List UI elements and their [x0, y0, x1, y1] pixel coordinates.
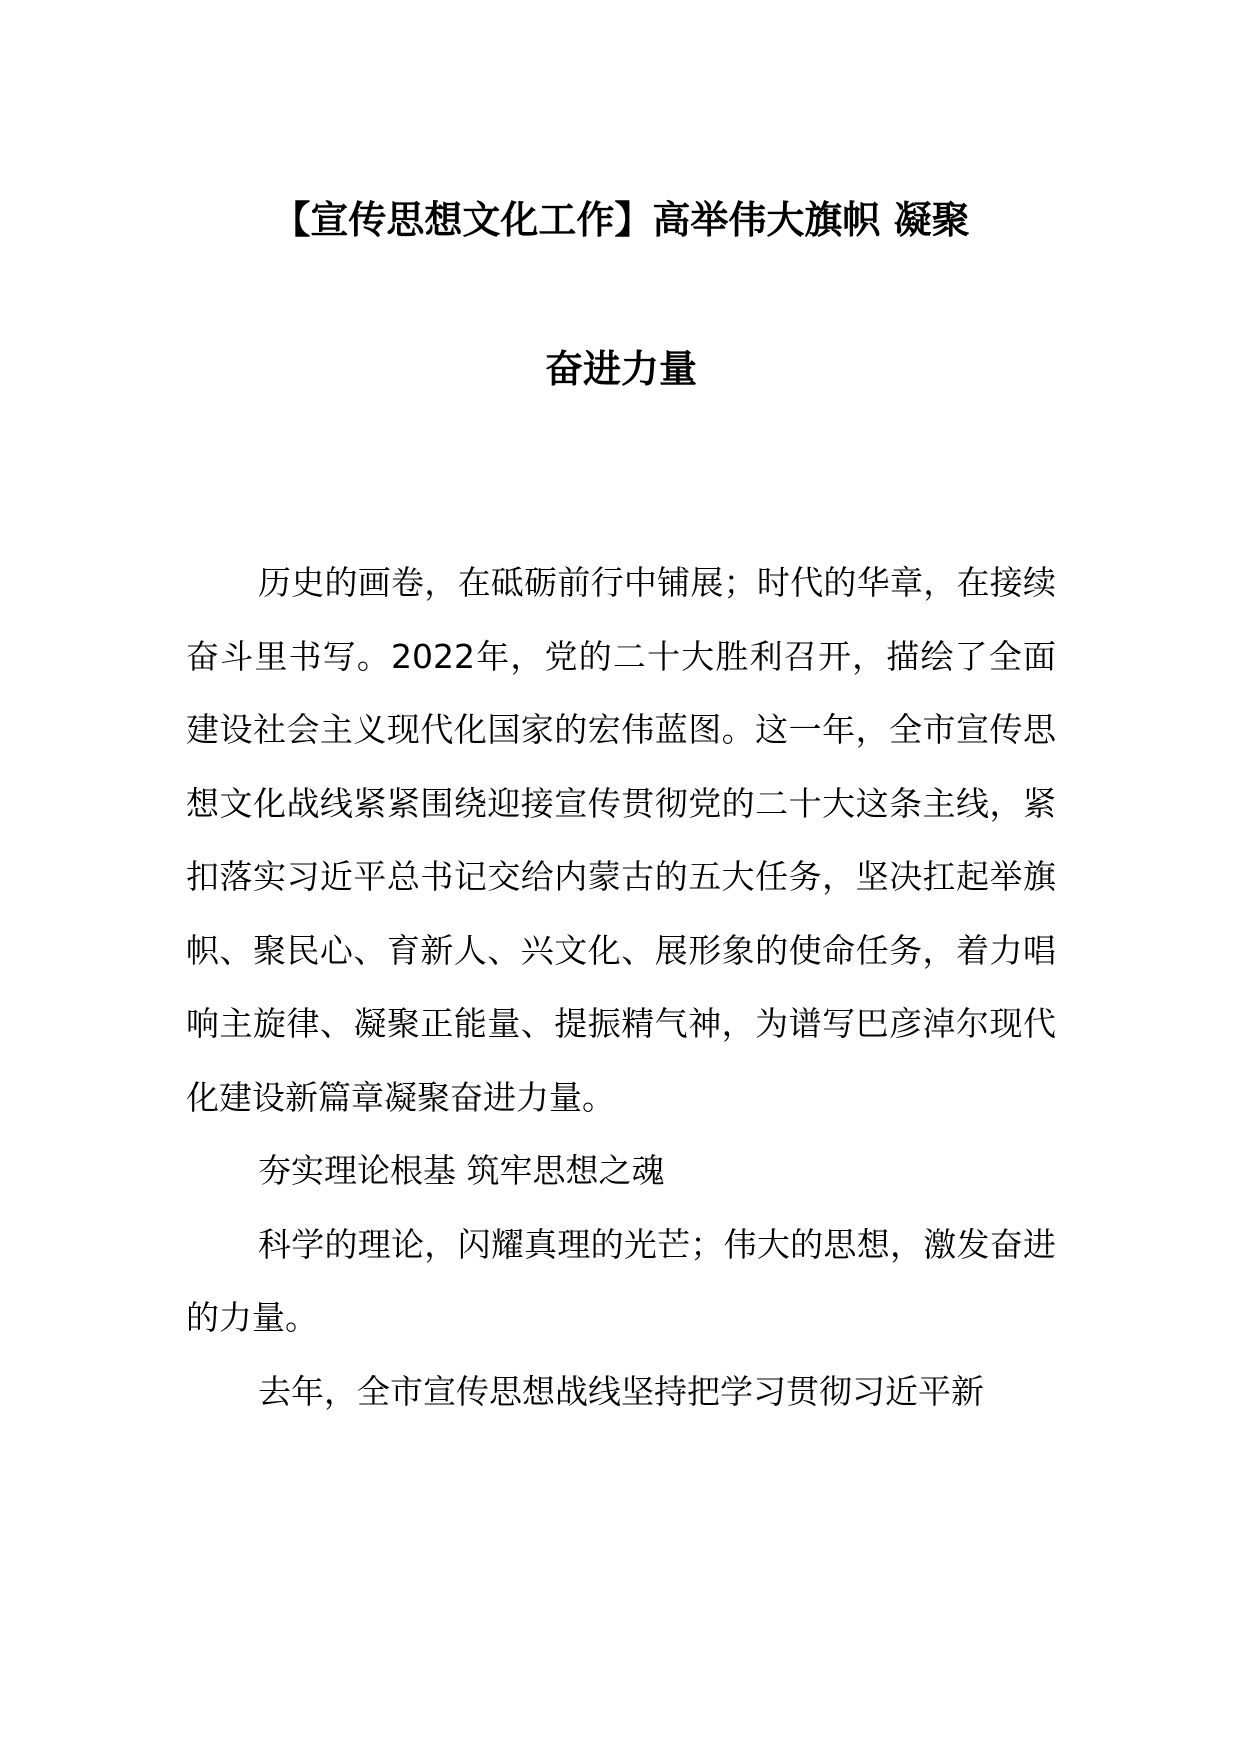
paragraph-last-year: 去年，全市宣传思想战线坚持把学习贯彻习近平新	[258, 1371, 984, 1411]
document-title	[186, 198, 1056, 391]
document-body	[186, 546, 1056, 1428]
paragraph-theory: 科学的理论，闪耀真理的光芒；伟大的思想，激发奋进的力量。	[186, 1224, 1056, 1337]
title-line-1: 【宣传思想文化工作】高举伟大旗帜 凝聚	[272, 198, 970, 242]
section-heading: 夯实理论根基 筑牢思想之魂	[258, 1151, 665, 1190]
paragraph-intro: 历史的画卷，在砥砺前行中铺展；时代的华章，在接续奋斗里书写。2022年，党的二十大胜利召开，描绘了全面建设社会主义现代化国家的宏伟蓝图。这一年，全市宣传思想文化战线紧紧围绕迎接宣传贯彻党的二十大这条主线，紧扣落实习近平总书记交给内蒙古的五大任务，坚决扛起举旗帜、聚民心、育新人、兴文化、展形象的使命任务，着力唱响主旋律、凝聚正能量、提振精气神，为谱写巴彦淖尔现代化建设新篇章凝聚奋进力量。	[186, 563, 1056, 1117]
title-line-2: 奋进力量	[544, 347, 697, 391]
